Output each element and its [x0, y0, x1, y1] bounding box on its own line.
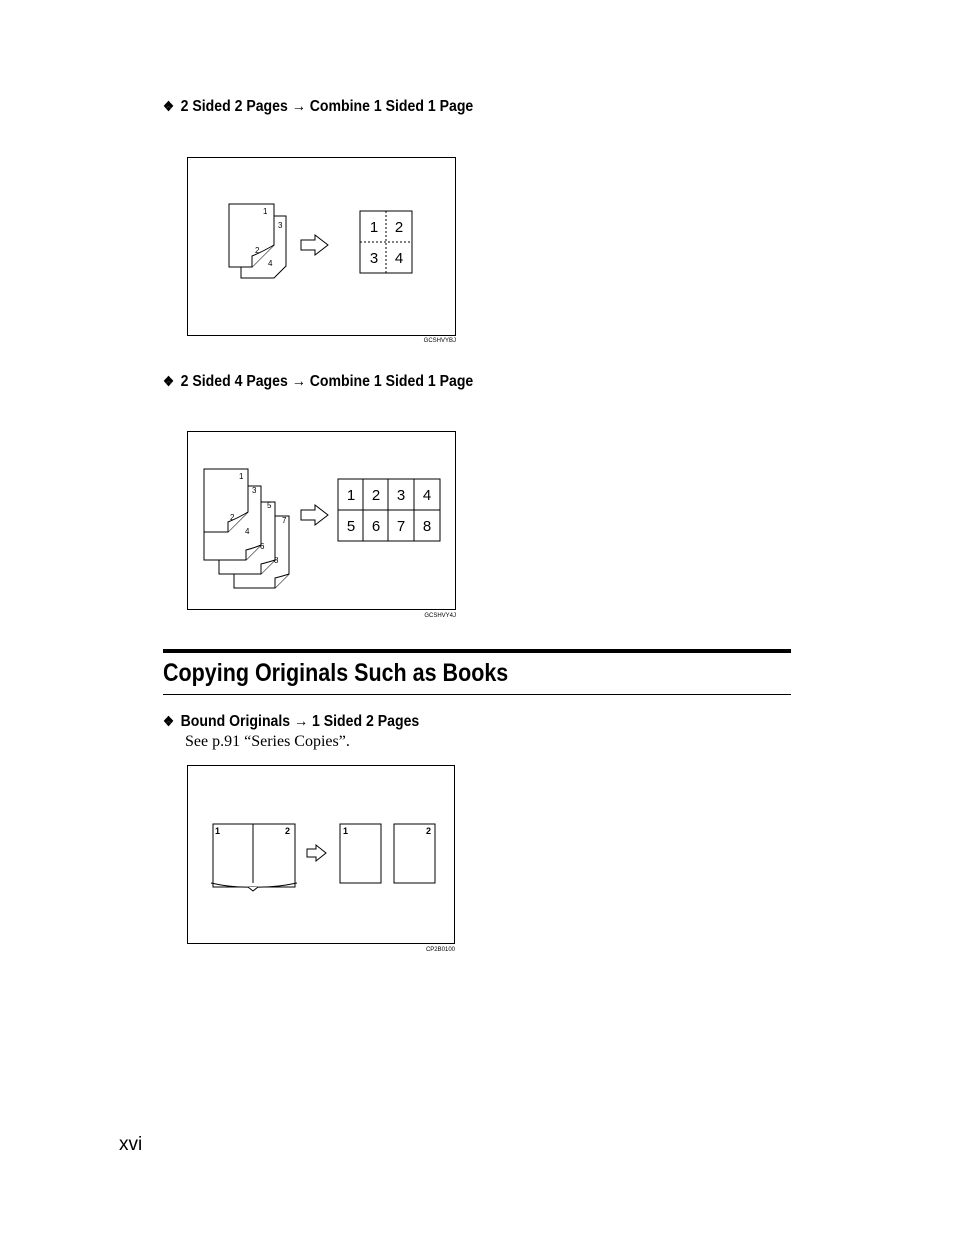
original-page-number: 1 — [239, 472, 244, 481]
original-page-number: 4 — [268, 259, 273, 268]
result-cell: 5 — [346, 518, 356, 535]
original-page-number: 1 — [263, 207, 268, 216]
section-heading-2s2p — [163, 96, 473, 117]
result-cell: 2 — [394, 219, 404, 236]
result-cell: 3 — [369, 250, 379, 267]
figure-code: GCSHVY4J — [424, 613, 456, 619]
figure-bound-originals — [187, 765, 455, 944]
arrow-right-icon — [301, 505, 328, 525]
original-page-number: 6 — [260, 542, 265, 551]
result-cell: 1 — [346, 487, 356, 504]
result-cell: 3 — [396, 487, 406, 504]
section-heading-text: Bound Originals → 1 Sided 2 Pages — [180, 713, 420, 730]
result-cell: 4 — [394, 250, 404, 267]
chapter-top-rule — [163, 649, 791, 653]
chapter-title: Copying Originals Such as Books — [163, 659, 509, 687]
bullet-diamond-icon: ❖ — [163, 713, 175, 729]
original-page-number: 3 — [278, 221, 283, 230]
original-page-number: 2 — [255, 246, 260, 255]
original-page-number: 4 — [245, 527, 250, 536]
page-number: xvi — [119, 1134, 143, 1155]
figure-2s2p-combine — [187, 157, 456, 336]
result-cell: 7 — [396, 518, 406, 535]
section-heading-bound-originals — [163, 711, 419, 732]
section-heading-text: 2 Sided 2 Pages → Combine 1 Sided 1 Page — [180, 98, 474, 115]
output-page-number: 2 — [426, 826, 432, 836]
result-cell: 1 — [369, 219, 379, 236]
original-page-number: 3 — [252, 486, 257, 495]
result-cell: 6 — [371, 518, 381, 535]
figure-book-illustration — [188, 766, 456, 945]
result-cell: 8 — [422, 518, 432, 535]
result-cell: 4 — [422, 487, 432, 504]
original-page-number: 5 — [267, 501, 272, 510]
figure-2s2p-illustration — [188, 158, 457, 337]
original-page-number: 7 — [282, 516, 287, 525]
chapter-bottom-rule — [163, 694, 791, 695]
cross-reference-note: See p.91 “Series Copies”. — [185, 733, 350, 750]
arrow-right-icon — [301, 235, 328, 255]
figure-code: CP2B0100 — [425, 947, 455, 953]
book-page-number: 1 — [215, 826, 221, 836]
arrow-right-icon — [307, 845, 326, 861]
original-page-number: 8 — [274, 556, 279, 565]
figure-2s4p-illustration — [188, 432, 457, 611]
figure-2s4p-combine — [187, 431, 456, 610]
output-page-number: 1 — [343, 826, 349, 836]
original-page-number: 2 — [230, 513, 235, 522]
bullet-diamond-icon: ❖ — [163, 373, 175, 389]
section-heading-text: 2 Sided 4 Pages → Combine 1 Sided 1 Page — [180, 373, 474, 390]
book-page-number: 2 — [285, 826, 291, 836]
section-heading-2s4p — [163, 371, 473, 392]
figure-code: GCSHVYBJ — [423, 338, 456, 344]
result-cell: 2 — [371, 487, 381, 504]
bullet-diamond-icon: ❖ — [163, 98, 175, 114]
